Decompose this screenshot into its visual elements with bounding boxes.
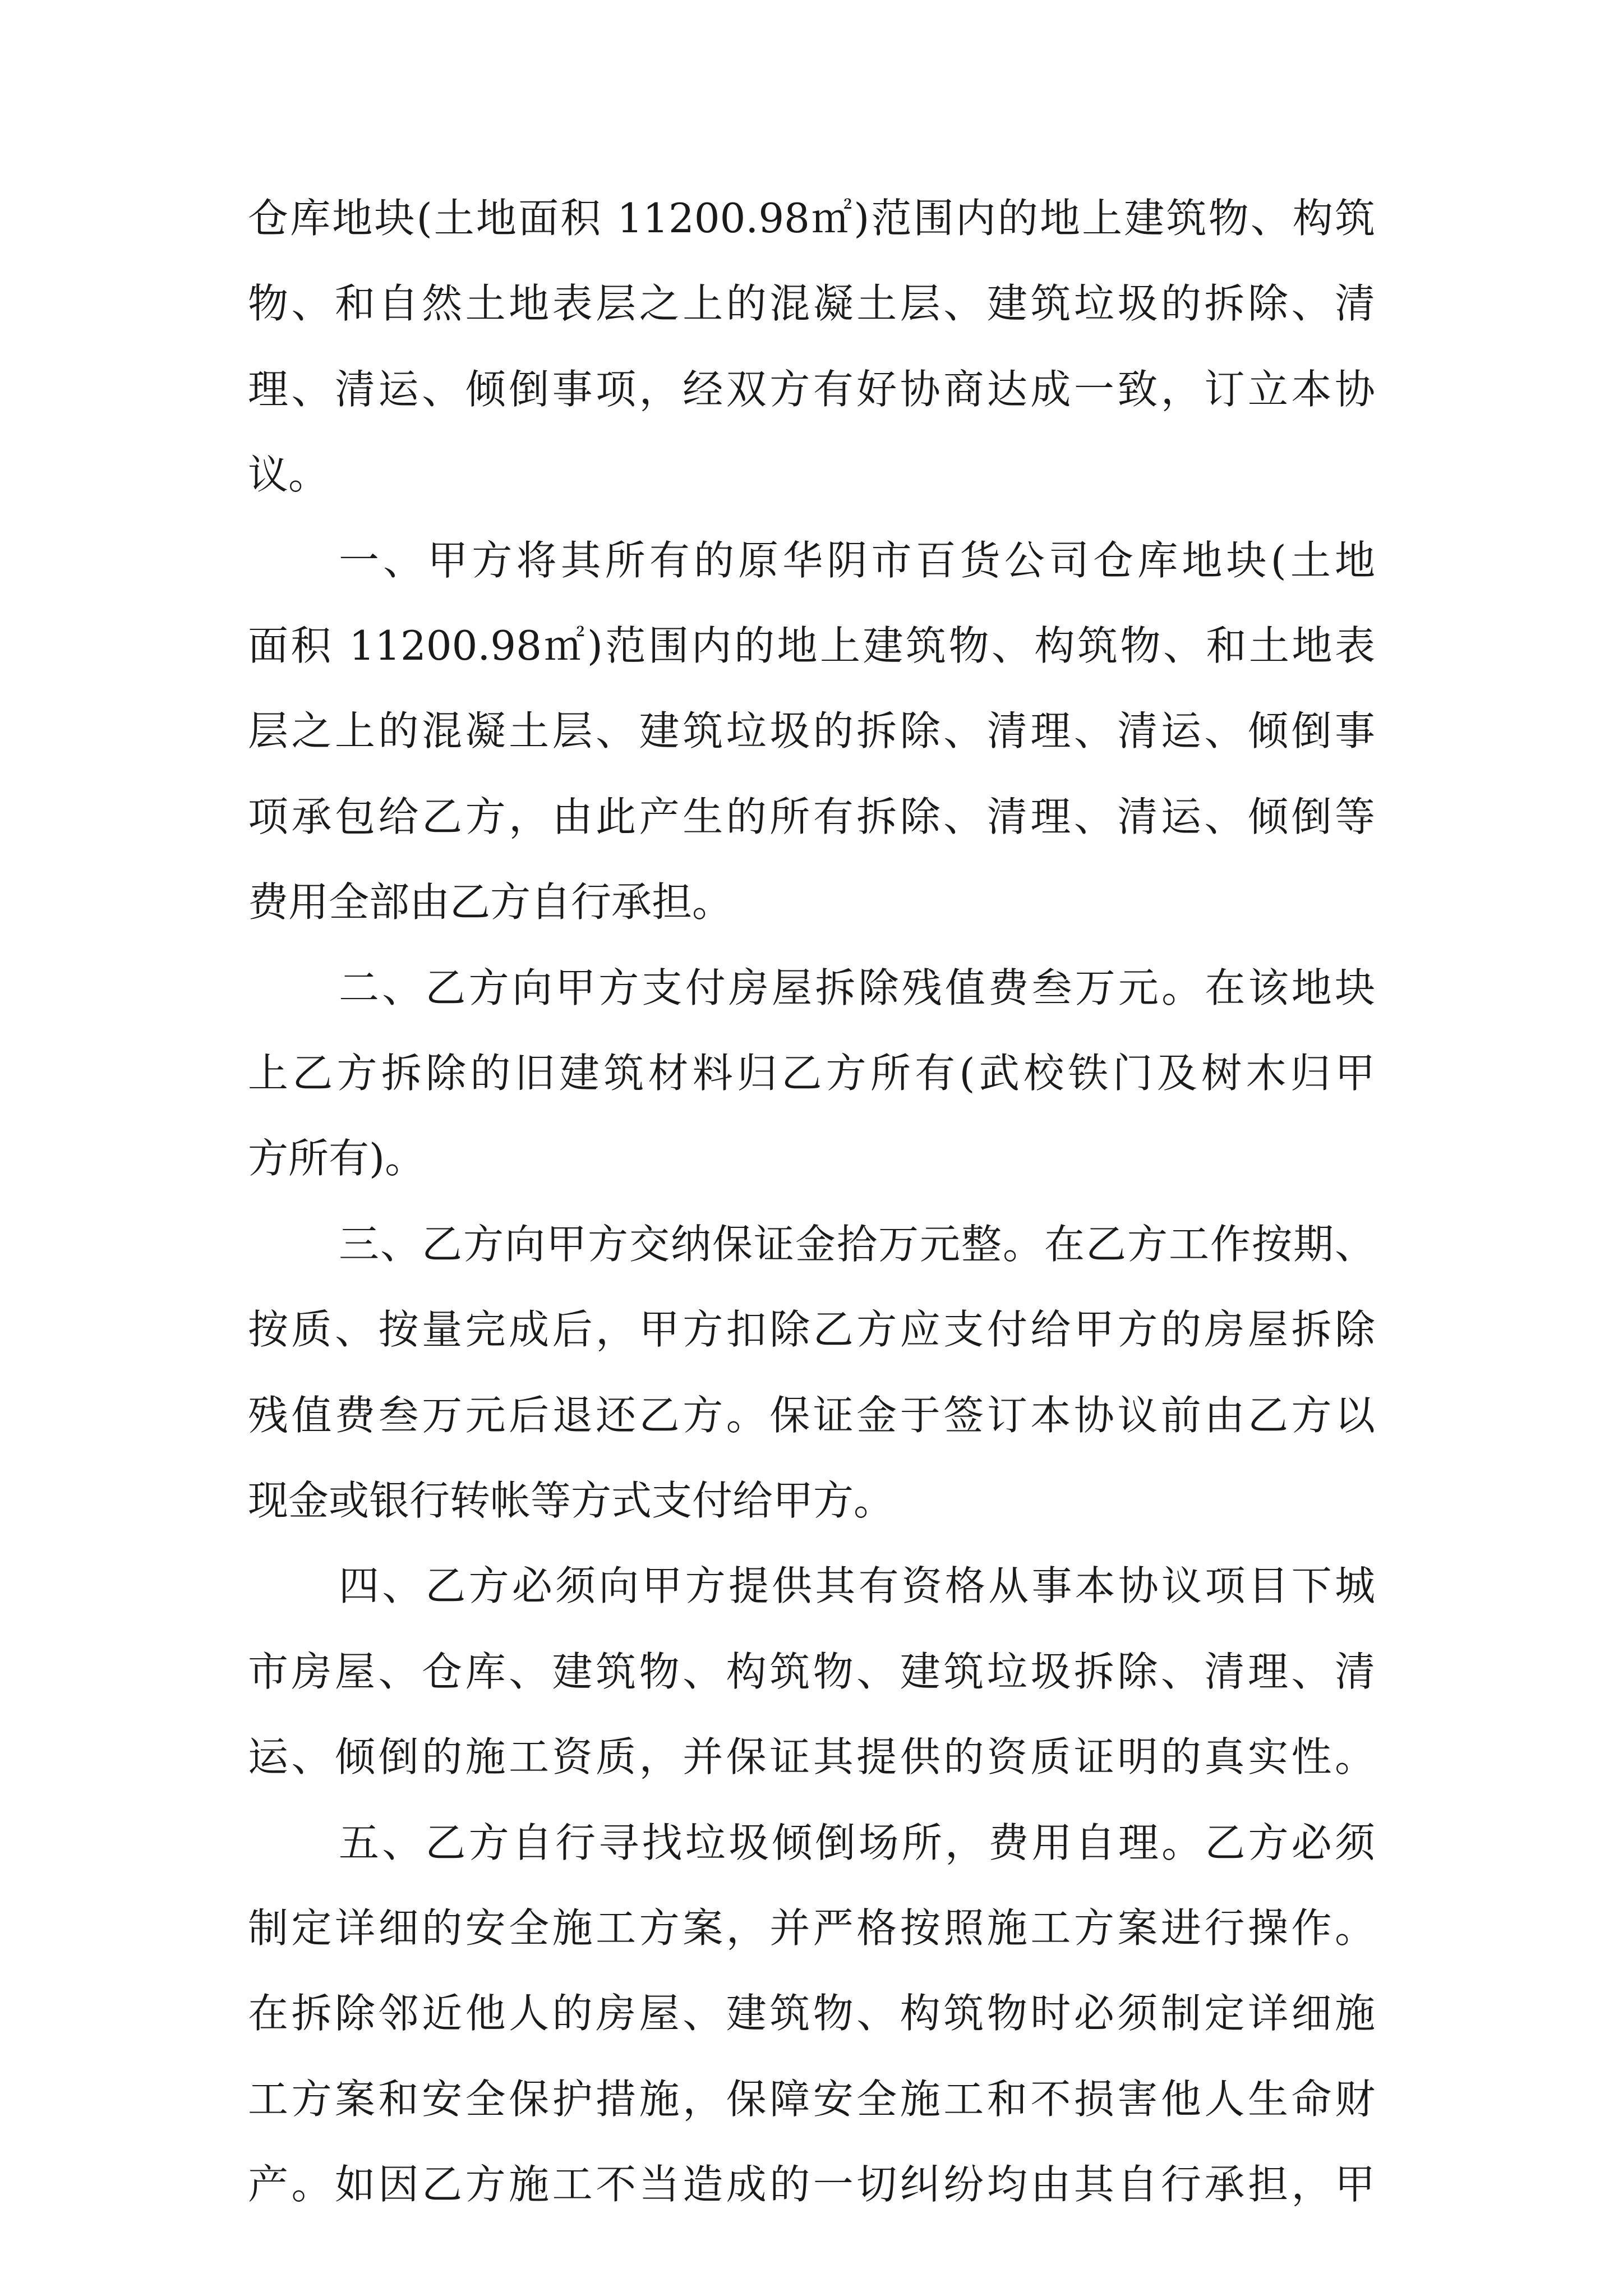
paragraph-line-text: 制定详细的安全施工方案，并严格按照施工方案进行操作。 [248, 1904, 1375, 1952]
paragraph-line-text: 理、清运、倾倒事项，经双方有好协商达成一致，订立本协 [248, 365, 1375, 413]
text-line [0, 946, 1623, 1030]
text-line [0, 1287, 1623, 1372]
text-line [0, 432, 1623, 517]
text-line [0, 1544, 1623, 1628]
paragraph-line-text: 上乙方拆除的旧建筑材料归乙方所有(武校铁门及树木归甲 [248, 1050, 1375, 1097]
text-line [0, 176, 1623, 260]
paragraph-line-text: 工方案和安全保护措施，保障安全施工和不损害他人生命财 [248, 2075, 1375, 2123]
paragraph-line-text: 物、和自然土地表层之上的混凝土层、建筑垃圾的拆除、清 [248, 280, 1375, 328]
text-line [0, 347, 1623, 431]
text-line [0, 1116, 1623, 1200]
text-line [0, 775, 1623, 859]
paragraph-first-line-text: 四、乙方必须向甲方提供其有资格从事本协议项目下城 [339, 1562, 1375, 1610]
paragraph-line-text: 在拆除邻近他人的房屋、建筑物、构筑物时必须制定详细施 [248, 1990, 1375, 2037]
paragraph-first-line-text: 二、乙方向甲方支付房屋拆除残值费叁万元。在该地块 [339, 964, 1375, 1011]
text-line [0, 2057, 1623, 2141]
text-line [0, 1202, 1623, 1286]
paragraph-first-line-text: 三、乙方向甲方交纳保证金拾万元整。在乙方工作按期、 [339, 1220, 1375, 1268]
paragraph-line-text: 按质、按量完成后，甲方扣除乙方应支付给甲方的房屋拆除 [248, 1306, 1375, 1354]
text-line [0, 689, 1623, 773]
text-line [0, 1801, 1623, 1885]
paragraph-line-text: 项承包给乙方，由此产生的所有拆除、清理、清运、倾倒等 [248, 793, 1375, 840]
text-line [0, 2142, 1623, 2226]
paragraph-line-text: 产。如因乙方施工不当造成的一切纠纷均由其自行承担，甲 [248, 2161, 1375, 2208]
text-line [0, 1886, 1623, 1970]
paragraph-line-text: 运、倾倒的施工资质，并保证其提供的资质证明的真实性。 [248, 1733, 1375, 1781]
paragraph-line-text: 议。 [248, 451, 329, 499]
paragraph-line-text: 层之上的混凝土层、建筑垃圾的拆除、清理、清运、倾倒事 [248, 707, 1375, 755]
paragraph-line-text: 仓库地块(土地面积 11200.98㎡)范围内的地上建筑物、构筑 [248, 195, 1375, 242]
paragraph-line-text: 费用全部由乙方自行承担。 [248, 878, 733, 926]
text-line [0, 518, 1623, 602]
paragraph-line-text: 市房屋、仓库、建筑物、构筑物、建筑垃圾拆除、清理、清 [248, 1648, 1375, 1695]
text-line [0, 1715, 1623, 1799]
text-line [0, 1630, 1623, 1714]
paragraph-line-text: 现金或银行转帐等方式支付给甲方。 [248, 1477, 895, 1524]
paragraph-first-line-text: 五、乙方自行寻找垃圾倾倒场所，费用自理。乙方必须 [339, 1819, 1375, 1866]
text-line [0, 1031, 1623, 1115]
text-line [0, 1458, 1623, 1543]
text-line [0, 1373, 1623, 1457]
paragraph-line-text: 面积 11200.98㎡)范围内的地上建筑物、构筑物、和土地表 [248, 622, 1375, 669]
paragraph-line-text: 残值费叁万元后退还乙方。保证金于签订本协议前由乙方以 [248, 1391, 1375, 1439]
paragraph-first-line-text: 一、甲方将其所有的原华阴市百货公司仓库地块(土地 [339, 536, 1375, 584]
paragraph-line-text: 方所有)。 [248, 1135, 426, 1182]
text-line [0, 604, 1623, 688]
text-line [0, 860, 1623, 944]
text-line [0, 1971, 1623, 2055]
text-line [0, 261, 1623, 346]
